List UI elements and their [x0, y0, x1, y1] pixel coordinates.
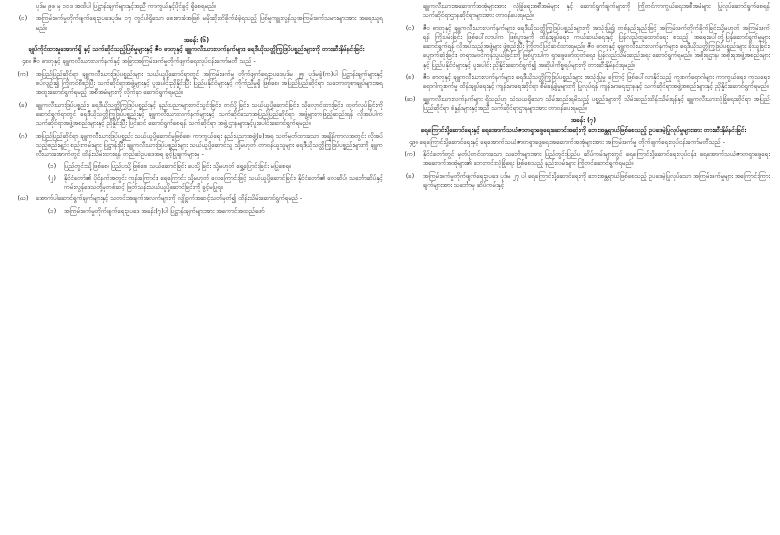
item-text: ချူကလီးယားအဆောက်အအုံများအား လုံခြုံရေးအစီအမံများ နှင့် ဆောင်ရွက်ချက်များကို ကြိုတင်ကာကွယ်ရေးအစီအမံများ ပြုလုပ်ဆောင်ရွက်စေရန် သက်ဆိုင်ရာဌာနဆိုင်ရာများအား တာဝန်ပေးရမည်။ — [423, 3, 770, 20]
chapter-number: အခန်း (၆) — [183, 36, 210, 44]
item-label: (က) — [17, 70, 29, 78]
section-intro: ၄၉။ ရေကြောင်းပို့ဆောင်ရေးနှင့် ရေအောက်သယံဇာတရှာဖွေရေးအဆောက်အအုံများအား အကြမ်းဖက်မှု တိုက်ဖျက်ရေးလုပ်ငန်းကော်မတီသည် - — [409, 138, 725, 146]
item-text: အပြည်ပြည်ဆိုင်ရာ ချူကလီးယားဒြပ်ပစ္စည်း သယ်ယူပို့ဆောင်မှုဖြစ်စေ၊ ကာကွယ်ရေး နည်းပညာအဖွဲ့(ခ)အရ သတ်မှတ်ထားသော အချိန်ကာလအတွင်း လိုအပ်သည့်စည်းမျဉ်း စည်းကမ်းများ ပြဋ္ဌာန်းပြီး ချူကလီးယားဒြပ်ပစ္စည်းများ သယ်ယူပို့ဆောင်သူ သို့မဟုတ် တာဝန်ယူသူများ ရေဒီယိုသတ္တိကြွဒြပ်ပစ္စည်းများကို ချူကလီးယားအောက်တွင် ထိန်းသိမ်းထားရန် တည်ဆဲဥပဒေအရ ခွင့်ပြုချက်များမှ - — [36, 132, 383, 159]
item-label: (င) — [405, 24, 415, 32]
item-text: ချူကလီးယားလက်နက်များ ရှိသည်ဟု သံသယရှိသော သိမ်းဆည်းရမိသည့် ပစ္စည်းများကို သိမ်းဆည်းထိန်းသိမ်းရန်နှင့် ချူကလီးယားလုံခြုံရေးဆိုင်ရာ အပြည်ပြည်ဆိုင်ရာ စံနှုန်းများနှင့်အညီ သက်ဆိုင်ရာဌာနများအား တာဝန်ပေးရမည်။ — [423, 95, 770, 112]
item-label: (စ) — [405, 74, 415, 82]
item-text: နိုင်ငံတော်တွင် မှတ်ပုံတင်ထားသော သင်္ဘောများအား ပြည်တွင်းပြည်ပ ဆိပ်ကမ်းများတွင် ရေကြောင်းပို့ဆောင်ရေးလုပ်ငန်း၊ ရေအောက်သယံဇာတရှာဖွေရေး အဆောက်အအုံများ၏ ဘေးကင်းလုံခြုံရေး ဖြစ်စေသည့် နည်းလမ်းများ ကြိုတင်ဆောင်ရွက်ရမည်။ — [423, 151, 770, 168]
item-label: (ခ) — [405, 172, 415, 180]
sub-item — [40, 162, 383, 171]
chapter-number: အခန်း (၇) — [570, 117, 597, 125]
item-text: ပုဒ်မ ၉ဖ မှ ၁၀ဒ အထိပါ ပြဋ္ဌာန်းချက်များနှင့်အညီ ကာကွယ်နှင့်ပိုင်ခွင့် ရှိစေရမည်။ — [36, 3, 217, 10]
item-label: (က) — [404, 151, 416, 159]
sub-item — [40, 207, 383, 216]
item-text: အကြမ်းဖက်မှုတိုက်ဖျက်ရေးဥပဒေ ပုဒ်မ ၂၇ ပါ ရေကြောင်းပို့ဆောင်ရေးကို ဘေးအန္တရာယ်ဖြစ်စေသည့် ဥပဒေမဲ့ပြုလုပ်သော အကြမ်းဖက်မှုများ အကြောင်းကြားချက်များအား သင်္ဘောမှ ဆိပ်ကမ်းနှင့် — [423, 172, 770, 190]
sub-item — [40, 174, 383, 193]
sub-item-label: (၁) — [47, 207, 57, 215]
list-item — [10, 132, 383, 160]
item-text: ချူကလီးယားဒြပ်ပစ္စည်း၊ ရေဒီယိုသတ္တိကြွဒြပ်ပစ္စည်းနှင့် နည်းပညာများတင်သွင်းခြင်း၊ တင်ပို့ခြင်း၊ သယ်ယူပို့ဆောင်ခြင်း၊ သိုလှောင်ထားခြင်း၊ ထုတ်လုပ်ခြင်းကိုဆောင်ရွက်ရာတွင် ရေဒီယိုသတ္တိကြွဒြပ်ပစ္စည်းနှင့် ချူကလီးယားလက်နက်များနှင့် သက်ဆိုင်သောအပြည်ပြည်ဆိုင်ရာ အဖွဲ့များကဖြည့်ဆည်းရန် လိုအပ်ပါက သက်ဆိုင်ရာအဖွဲ့အစည်းများနှင့် ညှိနှိုင်းပြီး ပြင်ဆင် ဆောင်ရွက်စေရန် သက်ဆိုင်ရာ အဖွဲ့ဌာနများနှင့်ပူးပေါင်းဆောင်ရွက်ရမည်။ — [36, 101, 383, 128]
item-text: အောက်ပါဆောင်ရွက်ချက်များနှင့် သတင်းအချက်အလက်များကို လျှို့ဝှက်အဆင့်သတ်မှတ်၍ ထိန်းသိမ်းဆောင်ရွက်ရမည် - — [36, 195, 303, 203]
list-item — [397, 2, 770, 21]
list-item — [10, 2, 383, 11]
list-item — [397, 24, 770, 70]
item-label — [10, 2, 36, 11]
left-column — [10, 2, 383, 535]
right-column — [397, 2, 770, 535]
item-label: (င) — [18, 15, 28, 23]
list-item — [10, 14, 383, 33]
chapter-title: ရေကြောင်းပို့ဆောင်ရေးနှင့် ရေအောက်သယံဇာတရှာဖွေရေးဆောင်အဆုံးကို ဘေးအန္တရာယ်ဖြစ်စေသည့် ဥပဒေမဲ့ပြုလုပ်မှုများအား တားဆီးနှိမ်နင်းခြင်း — [420, 126, 747, 134]
sub-item-text: အကြမ်းဖက်မှုတိုက်ဖျက်ရေးဥပဒေ အခန်း(၇)ပါ ပြဋ္ဌာန်းချက်များအား အကောင်အထည်ဖော် — [64, 207, 265, 215]
list-item — [397, 150, 770, 169]
list-item — [397, 95, 770, 114]
list-item — [10, 194, 383, 203]
list-item — [10, 101, 383, 129]
item-text: အကြမ်းဖက်မှုတိုက်ဖျက်ရေးဥပဒေပုဒ်မ ၁၇ တွင်ပါရှိသော စေးစားခံအဖြစ် မမိုးဆိုးထိခိုက်ခံခဲ့ရသည့် ပြစ်မှုကျူးလွန်သူအကြမ်းဖက်သမားများအား အရေးယူရမည်။ — [36, 15, 383, 32]
section-intro: ၄၈။ ဇီဝ ဓာတုနှင့် ချူကလီးယားလက်နက်နှင့် အခြားအကြမ်းဖက်မှုတိုက်ဖျက်ရေးလုပ်ငန်းကော်မတီ သည် - — [22, 58, 256, 66]
item-text: ဇီဝ ဓာတုနှင့် ချူကလီးယားလက်နက်များ၊ ရေဒီယိုသတ္တိကြွဒြပ်ပစ္စည်းများ အသုံးပြုမှု ကြောင့် ဖြစ်ပေါ်လာနိုင်သည့် ကူးစက်ရောဂါများ ကာကွယ်ရေး၊ ကုသရေး၊ ရောဂါကူးစက်မှု ထိန်းချုပ်ရေးနှင့် ကျန်းမာရေးဆိုင်ရာ စီမံခန့်ခွဲမှုများကို ပြုလုပ်ရန် ကျန်းမာရေးဌာနနှင့် သက်ဆိုင်ရာအဖွဲ့အစည်းများနှင့် ညှိနှိုင်းဆောင်ရွက်ရမည်။ — [423, 74, 770, 91]
sub-item-text: ပြည်တွင်းသို့ဖြစ်စေ၊ ပြည်ပသို့ဖြစ်စေ သယ်ဆောင်ခြင်း ပေးပို့ခြင်း သို့မဟုတ် ရွှေ့ပြောင်းခြင်း မပြုစေရ။ — [64, 163, 292, 171]
chapter-title: ချုပ်ကိုင်ထားမှုအောက်ရှိ နှင့် သက်ဆိုင်သည့်ပြစ်မှုများနှင့် ဇီဝ ဓာတုနှင့် ချူကလီးယားလက်နက်များ၊ ရေဒီယိုသတ္တိကြွဒြပ်ပစ္စည်းများကို တားဆီးနှိမ်နင်းခြင်း — [28, 46, 365, 54]
item-label: (ဆ) — [404, 95, 416, 103]
item-label — [397, 2, 423, 21]
list-item — [10, 70, 383, 98]
list-item — [397, 172, 770, 191]
item-label: (ဂ) — [18, 132, 28, 140]
sub-item-text: နိုင်ငံတော်၏ ပိုင်နက်အတွင်း ကုန်းကြောင်း၊ ရေကြောင်း သို့မဟုတ် လေကြောင်းဖြင့် သယ်ယူပို့ဆောင်ခြင်း၊ နိုင်ငံတော်၏ လေဆိပ်၊ သင်္ဘောဆိပ်နှင့် ကမ်းလွန်ဒေသတို့မှတစ်ဆင့် ဖြတ်သန်းသယ်ယူပို့ဆောင်ခြင်းကို ခွင့်မပြုရ။ — [64, 174, 383, 192]
item-label: (ခ) — [18, 101, 28, 109]
item-label: (ဃ) — [17, 195, 29, 203]
item-text: ဇီဝ ဓာတုနှင့် ချူကလီးယားလက်နက်များ၊ ရေဒီယိုသတ္တိကြွဒြပ်ပစ္စည်းများကို အသုံးပြု၍ တစ်နည်းနည်းဖြင့် အကြမ်းဖက်တိုက်ခိုက်ခြင်းသို့မဟုတ် အကြမ်းဖက်ရန် ကြိုးပမ်းခြင်း ဖြစ်ပေါ်လာပါက ဖြစ်ပွားမှုကို ထိန်းချုပ်ရေး၊ ကယ်ဆယ်ရေးနှင့် ပြန်လည်ထူထောင်ရေး စသည့် အရေးပေါ်တုံ့ပြန်ဆောင်ရွက်မှုများ ဆောင်ရွက်ရန် လိုအပ်သည့်အဖွဲ့များ ဖွဲ့စည်းပြီး ကြိုတင်ပြင်ဆင်ထားရမည်။ ဇီဝ ဓာတုနှင့် ချူကလီးယားလက်နက်များ၊ ရေဒီယိုသတ္တိကြွဒြပ်ပစ္စည်းများ ခိုးယူခြင်း၊ ပျောက်ဆုံးခြင်း၊ တရားမဝင်ကုန်သွယ်ခြင်းတို့ ဖြစ်ပွားပါက ရှာဖွေဖော်ထုတ်ရေး၊ ပြန်လည်သိမ်းဆည်းရေး ဆောင်ရွက်ရမည်။ အစိုးရဌာန၊ အစိုးရအဖွဲ့အစည်းများနှင့် ပြည်ပနိုင်ငံများနှင့် ပူးပေါင်း ညှိနှိုင်းဆောင်ရွက်၍ အဆိုပါကိစ္စရပ်များကို တားဆီးနှိမ်နင်းရမည်။ — [423, 24, 770, 69]
item-text: အပြည်ပြည်ဆိုင်ရာ ချူကလီးယားဒြပ်ပစ္စည်းများ သယ်ယူပို့ဆောင်ရာတွင် အကြမ်းဖက်မှု တိုက်ဖျက်ရေးဥပဒေပုဒ်မ ၂၅၊ ပုဒ်မခွဲ(က)ပါ ပြဋ္ဌာန်းချက်များနှင့်စပ်လျဉ်း၍ ကြိုတင်စီစဉ်ပြီး သက်ဆိုင်ရာအဖွဲ့များနှင့် ပူးပေါင်းညှိနှိုင်းပြီး ပြည်ပနိုင်ငံများနှင့် ကိုက်ညီမှုရှိ ဖြစ်စေ၊ အပြည်ပြည်ဆိုင်ရာ သဘောတူစာချုပ်များအရ အထူးဆောင်ရွက်ရမည့် အစီအမံများကို လိုက်နာ ဆောင်ရွက်ရမည်။ — [36, 70, 383, 97]
list-item — [397, 73, 770, 92]
sub-item-label: (၁) — [47, 163, 57, 171]
sub-item-label: (၂) — [48, 174, 56, 182]
